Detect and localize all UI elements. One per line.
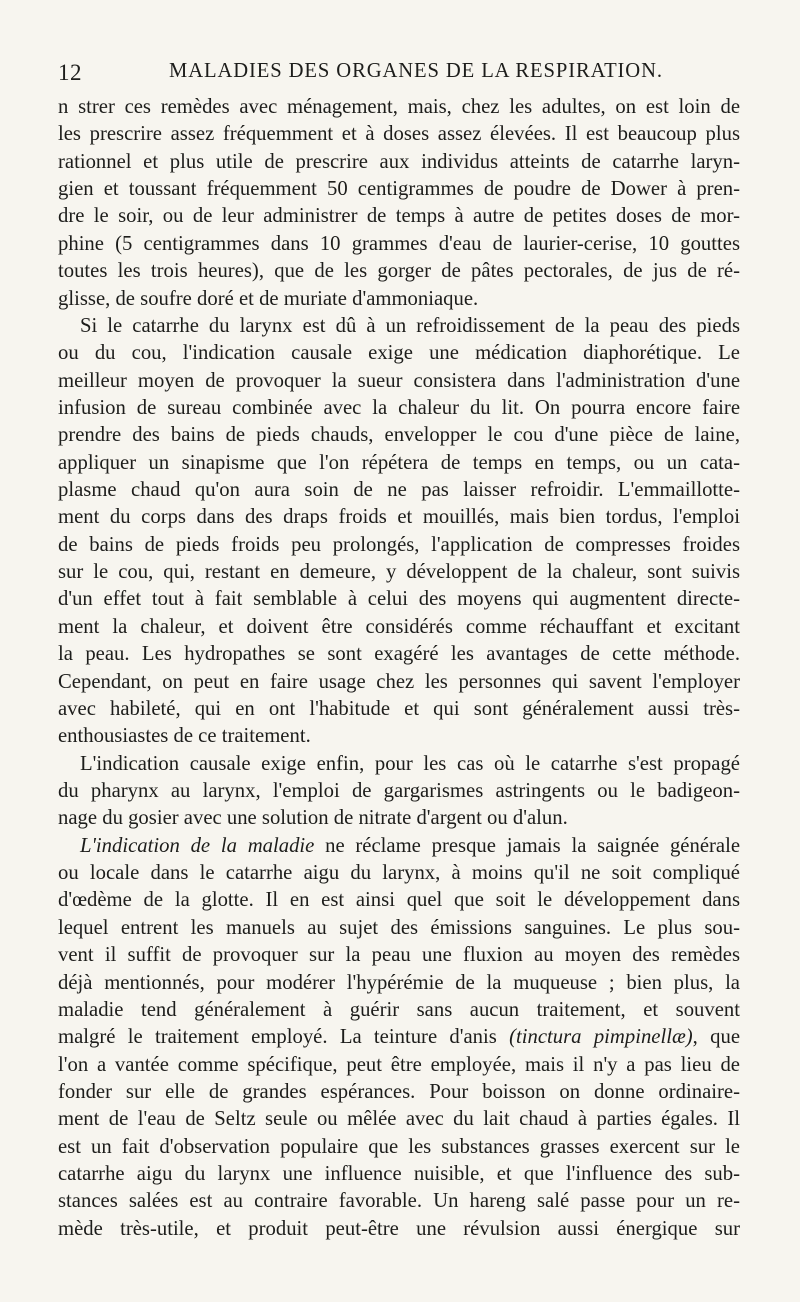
text-line — [58, 1024, 740, 1051]
page-number: 12 — [58, 60, 82, 85]
text-line: catarrhe aigu du larynx une influence nuisible, et que l'influence des sub- — [58, 1163, 740, 1186]
text-line: prendre des bains de pieds chauds, envelopper le cou d'une pièce de laine, — [58, 424, 740, 447]
text-line: ou locale dans le catarrhe aigu du larynx, à moins qu'il ne soit compliqué — [58, 862, 740, 885]
text-line: lequel entrent les manuels au sujet des émissions sanguines. Le plus sou- — [58, 916, 740, 939]
text-line: n strer ces remèdes avec ménagement, mais, chez les adultes, on est loin de — [58, 96, 740, 118]
italic-phrase: (tinctura pimpinellæ) — [509, 1026, 693, 1049]
text-run: malgré le traitement employé. La teinture d'anis — [58, 1026, 497, 1049]
text-run: , que — [692, 1026, 740, 1049]
running-title: MALADIES DES ORGANES DE LA RESPIRATION. — [169, 60, 663, 82]
text-line: ment du corps dans des draps froids et mouillés, mais bien tordus, l'emploi — [58, 506, 740, 529]
text-line: d'œdème de la glotte. Il en est ainsi quel que soit le développement dans — [58, 889, 740, 912]
text-line: l'on a vantée comme spécifique, peut être employée, mais il n'y a pas lieu de — [58, 1053, 740, 1076]
text-line: ment la chaleur, et doivent être considérés comme réchauffant et excitant — [58, 615, 740, 638]
text-line: nage du gosier avec une solution de nitrate d'argent ou d'alun. — [58, 807, 568, 830]
text-line: la peau. Les hydropathes se sont exagéré les avantages de cette méthode. — [58, 643, 740, 666]
text-line — [58, 833, 740, 860]
italic-phrase: L'indication de la maladie — [80, 834, 315, 857]
text-line: infusion de sureau combinée avec la chaleur du lit. On pourra encore faire — [58, 396, 740, 419]
text-line: toutes les trois heures), que de les gorger de pâtes pectorales, de jus de ré- — [58, 260, 740, 283]
text-line: Si le catarrhe du larynx est dû à un refroidissement de la peau des pieds — [80, 314, 740, 337]
text-line: glisse, de soufre doré et de muriate d'ammoniaque. — [58, 287, 479, 310]
text-line: Cependant, on peut en faire usage chez les personnes qui savent l'employer — [58, 670, 740, 693]
text-line: L'indication causale exige enfin, pour les cas où le catarrhe s'est propagé — [80, 752, 740, 775]
text-line: ou du cou, l'indication causale exige une médication diaphorétique. Le — [58, 342, 740, 365]
text-line: enthousiastes de ce traitement. — [58, 725, 311, 748]
text-run: ne réclame presque jamais la saignée générale — [325, 834, 740, 857]
text-line: appliquer un sinapisme que l'on répétera de temps en temps, ou un cata- — [58, 451, 740, 474]
text-line: mède très-utile, et produit peut-être une révulsion aussi énergique sur — [58, 1217, 740, 1240]
text-line: d'un effet tout à fait semblable à celui des moyens qui augmentent directe- — [58, 588, 740, 611]
text-line: maladie tend généralement à guérir sans aucun traitement, et souvent — [58, 998, 740, 1021]
text-line: vent il suffit de provoquer sur la peau une fluxion au moyen des remèdes — [58, 944, 740, 967]
text-line: les prescrire assez fréquemment et à doses assez élevées. Il est beaucoup plus — [58, 123, 740, 146]
text-line: plasme chaud qu'on aura soin de ne pas laisser refroidir. L'emmaillotte- — [58, 479, 740, 502]
text-line: avec habileté, qui en ont l'habitude et qui sont généralement aussi très- — [58, 697, 740, 720]
text-line: du pharynx au larynx, l'emploi de gargarismes astringents ou le badigeon- — [58, 779, 740, 802]
text-line: sur le cou, qui, restant en demeure, y développent de la chaleur, sont suivis — [58, 561, 740, 584]
text-line: stances salées est au contraire favorable. Un hareng salé passe pour un re- — [58, 1190, 740, 1213]
text-line: déjà mentionnés, pour modérer l'hypérémie de la muqueuse ; bien plus, la — [58, 971, 740, 994]
text-line: ment de l'eau de Seltz seule ou mêlée avec du lait chaud à parties égales. Il — [58, 1108, 740, 1131]
text-line: de bains de pieds froids peu prolongés, l'application de compresses froides — [58, 533, 740, 556]
text-line: fonder sur elle de grandes espérances. Pour boisson on donne ordinaire- — [58, 1080, 740, 1103]
body-text — [58, 94, 740, 1243]
text-line: est un fait d'observation populaire que les substances grasses exercent sur le — [58, 1135, 740, 1158]
page-header — [58, 50, 738, 86]
text-line: dre le soir, ou de leur administrer de temps à autre de petites doses de mor- — [58, 205, 740, 228]
text-line: meilleur moyen de provoquer la sueur consistera dans l'administration d'une — [58, 369, 740, 392]
text-line: gien et toussant fréquemment 50 centigrammes de poudre de Dower à pren- — [58, 178, 740, 201]
text-line: rationnel et plus utile de prescrire aux individus atteints de catarrhe laryn- — [58, 150, 740, 173]
text-line: phine (5 centigrammes dans 10 grammes d'eau de laurier-cerise, 10 gouttes — [58, 232, 740, 255]
